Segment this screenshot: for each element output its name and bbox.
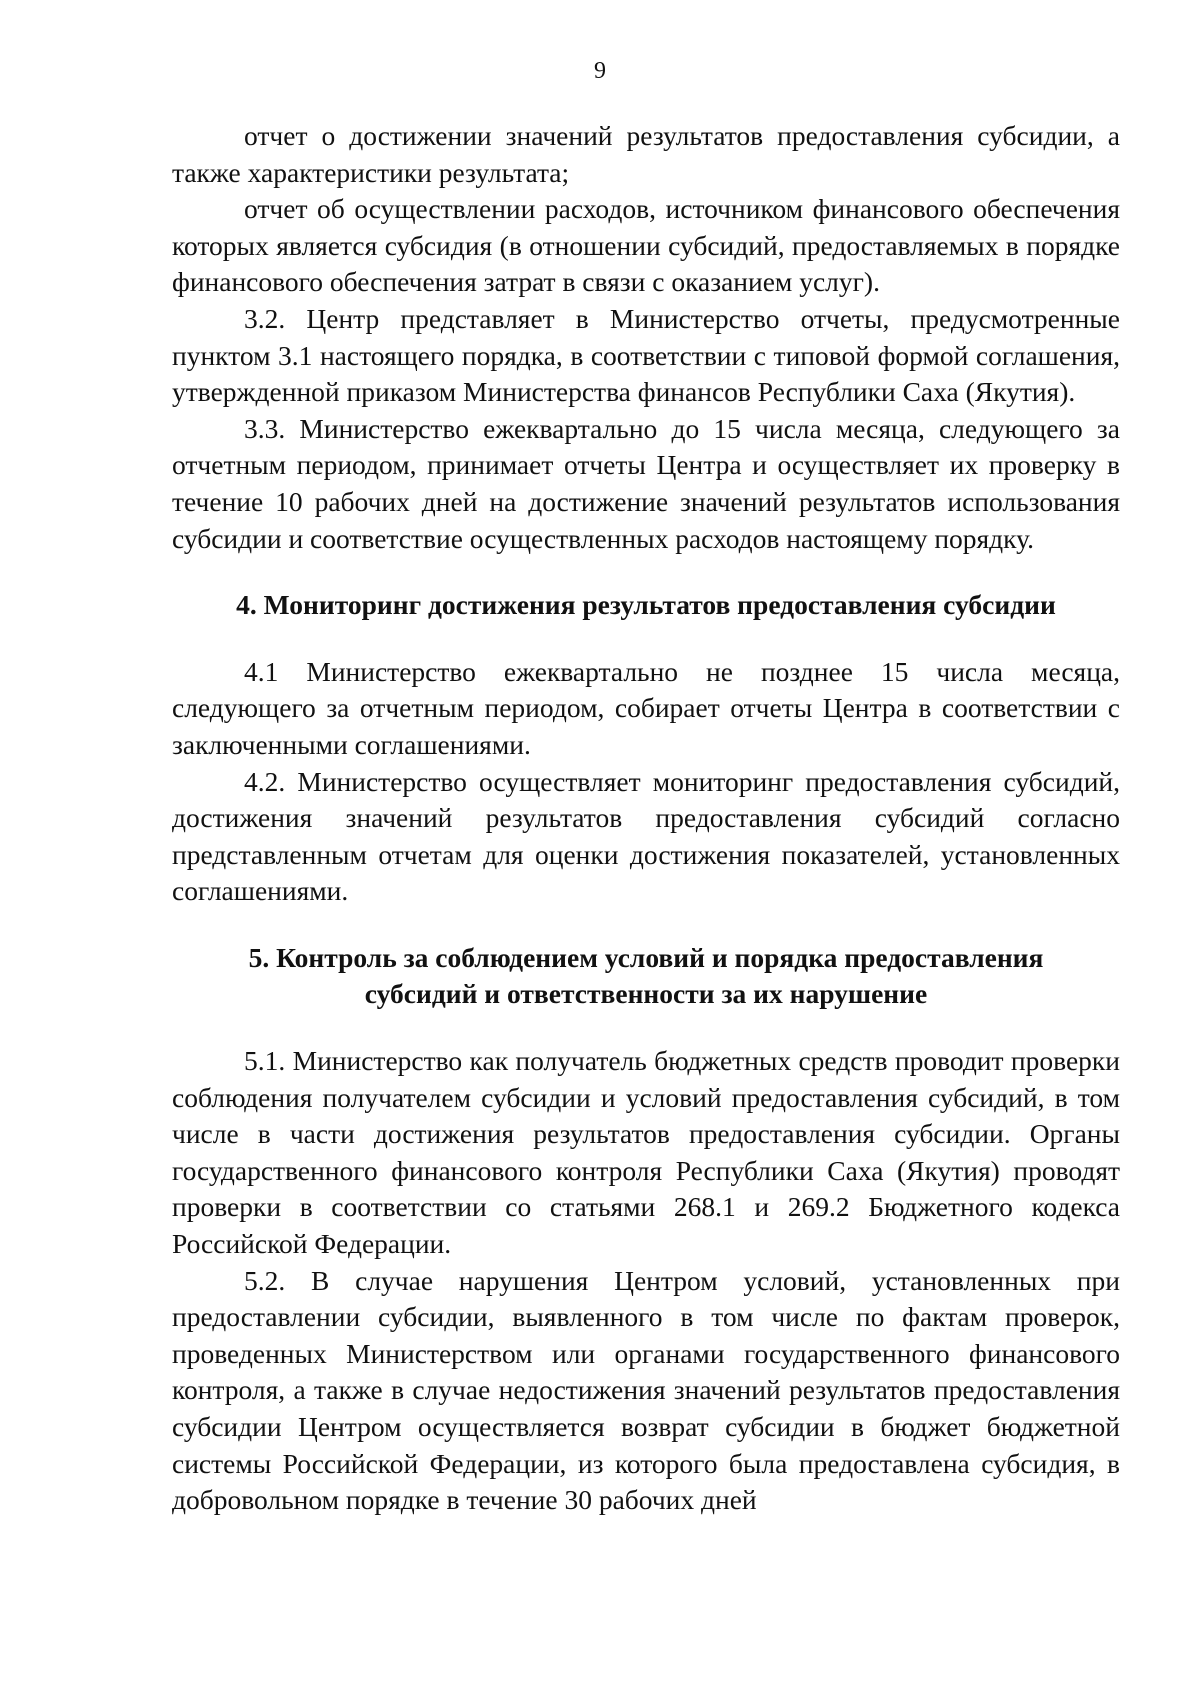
section-5-heading bbox=[172, 940, 1120, 1013]
document-body bbox=[172, 118, 1120, 1519]
paragraph-report-expenses: отчет об осуществлении расходов, источником финансового обеспечения которых является субсидия (в отношении субсидий, предоставляемых в порядке финансового обеспечения затрат в связи с оказанием услуг). bbox=[172, 193, 1120, 298]
paragraph-report-results: отчет о достижении значений результатов предоставления субсидии, а также характеристики результата; bbox=[172, 120, 1120, 188]
section-4-heading: 4. Мониторинг достижения результатов предоставления субсидии bbox=[236, 589, 1056, 621]
paragraph-3-3: 3.3. Министерство ежеквартально до 15 числа месяца, следующего за отчетным периодом, принимает отчеты Центра и осуществляет их проверку в течение 10 рабочих дней на достижение значений результатов использования субсидии и соответствие осуществленных расходов настоящему порядку. bbox=[172, 412, 1120, 554]
page-number: 9 bbox=[594, 58, 606, 84]
section-5-heading-line2: субсидий и ответственности за их нарушение bbox=[364, 978, 928, 1010]
section-5-heading-line1: 5. Контроль за соблюдением условий и порядка предоставления bbox=[248, 941, 1044, 973]
paragraph-4-2: 4.2. Министерство осуществляет мониторинг предоставления субсидий, достижения значений результатов предоставления субсидий согласно представленным отчетам для оценки достижения показателей, установленных соглашениями. bbox=[172, 765, 1120, 907]
paragraph-4-1: 4.1 Министерство ежеквартально не позднее 15 числа месяца, следующего за отчетным периодом, собирает отчеты Центра в соответствии с заключенными соглашениями. bbox=[172, 655, 1120, 760]
paragraph-3-2: 3.2. Центр представляет в Министерство отчеты, предусмотренные пунктом 3.1 настоящего порядка, в соответствии с типовой формой соглашения, утвержденной приказом Министерства финансов Республики Саха (Якутия). bbox=[172, 302, 1120, 408]
paragraph-5-1: 5.1. Министерство как получатель бюджетных средств проводит проверки соблюдения получателем субсидии и условий предоставления субсидий, в том числе в части достижения результатов предоставления субсидии. Органы государственного финансового контроля Республики Саха (Якутия) проводят проверки в соответствии со статьями 268.1 и 269.2 Бюджетного кодекса Российской Федерации. bbox=[172, 1045, 1120, 1260]
paragraph-5-2: 5.2. В случае нарушения Центром условий, установленных при предоставлении субсидии, выявленного в том числе по фактам проверок, проведенных Министерством или органами государственного финансового контроля, а также в случае недостижения значений результатов предоставления субсидии Центром осуществляется возврат субсидии в бюджет бюджетной системы Российской Федерации, из которого была предоставлена субсидия, в добровольном порядке в течение 30 рабочих дней bbox=[172, 1264, 1120, 1516]
